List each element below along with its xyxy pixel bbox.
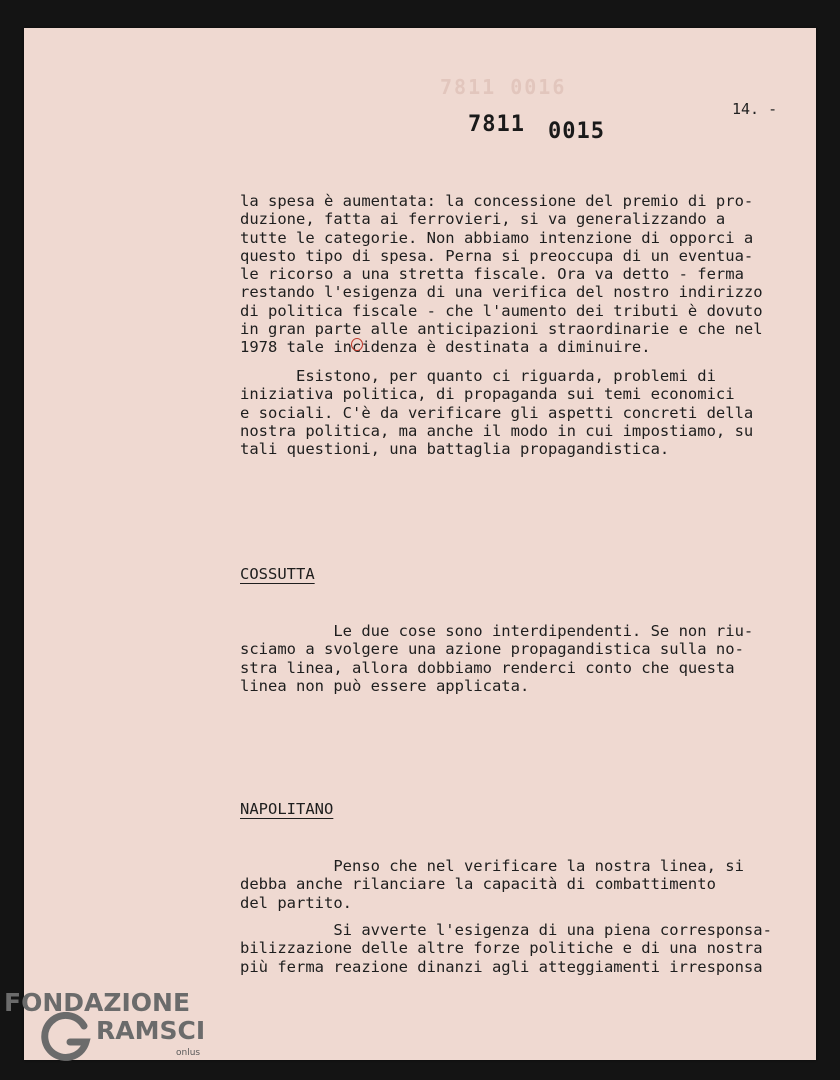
text-line: Esistono, per quanto ci riguarda, problemi di [240, 367, 716, 385]
paragraph-1 [240, 192, 800, 357]
text-line: bilizzazione delle altre forze politiche e di una nostra [240, 939, 763, 958]
text-line: Si avverte l'esigenza di una piena corresponsa- [240, 921, 772, 939]
text-line: debba anche rilanciare la capacità di combattimento [240, 875, 716, 894]
text-line: più ferma reazione dinanzi agli atteggiamenti irresponsa [240, 957, 763, 976]
speaker-heading-cossutta: COSSUTTA [240, 565, 315, 583]
text-line: del partito. [240, 893, 352, 912]
text-line: stra linea, allora dobbiamo renderci conto che questa [240, 658, 735, 677]
archive-stamp-left: 7811 [468, 112, 525, 137]
text-line: duzione, fatta ai ferrovieri, si va generalizzando a [240, 210, 726, 229]
text-line: Le due cose sono interdipendenti. Se non riu- [240, 622, 754, 640]
text-line: linea non può essere applicata. [240, 676, 530, 695]
logo-text-line2: RAMSCI [96, 1016, 206, 1045]
archive-stamp-right: 0015 [548, 119, 605, 144]
logo-text-line1: FONDAZIONE [4, 988, 191, 1017]
text-line: nostra politica, ma anche il modo in cui impostiamo, su [240, 421, 754, 440]
text-line: tutte le categorie. Non abbiamo intenzione di opporci a [240, 228, 754, 247]
text-line: restando l'esigenza di una verifica del nostro indirizzo [240, 283, 763, 302]
text-line: le ricorso a una stretta fiscale. Ora va detto - ferma [240, 265, 744, 284]
paragraph-5 [240, 921, 800, 976]
text-line: in gran parte alle anticipazioni straordinarie e che nel [240, 320, 763, 339]
logo-g-icon [40, 1012, 92, 1064]
paragraph-2 [240, 367, 800, 458]
text-line: iniziativa politica, di propaganda sui temi economici [240, 385, 735, 404]
fondazione-gramsci-logo [4, 988, 224, 1074]
text-line: tali questioni, una battaglia propagandistica. [240, 440, 670, 459]
page-number: 14. - [732, 100, 778, 118]
text-line: 1978 tale incidenza è destinata a diminuire. [240, 338, 651, 357]
red-correction-mark [351, 338, 363, 351]
text-line: questo tipo di spesa. Perna si preoccupa di un eventua- [240, 246, 754, 265]
text-line: e sociali. C'è da verificare gli aspetti concreti della [240, 403, 754, 422]
speaker-heading-napolitano: NAPOLITANO [240, 800, 334, 818]
text-line: la spesa è aumentata: la concessione del premio di pro- [240, 192, 754, 210]
text-line: Penso che nel verificare la nostra linea, si [240, 857, 744, 875]
logo-suffix: onlus [176, 1048, 201, 1058]
text-line: sciamo a svolgere una azione propagandistica sulla no- [240, 640, 744, 659]
paragraph-3 [240, 622, 800, 695]
paragraph-4 [240, 857, 800, 912]
stamp-ghost: 7811 0016 [440, 75, 567, 99]
text-line: di politica fiscale - che l'aumento dei tributi è dovuto [240, 301, 763, 320]
